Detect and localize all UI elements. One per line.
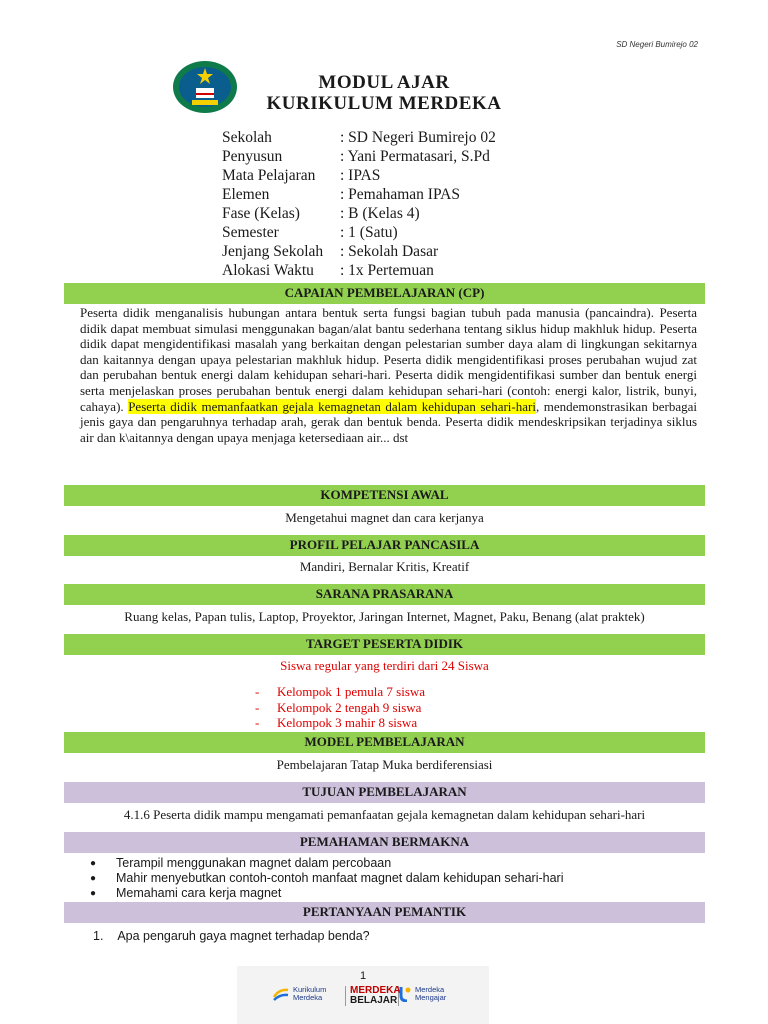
merdeka-mengajar-icon	[399, 986, 411, 1002]
cp-paragraph	[80, 305, 697, 445]
info-table	[222, 128, 496, 280]
module-subtitle: KURIKULUM MERDEKA	[266, 93, 502, 114]
list-item	[255, 700, 425, 716]
group-label: Kelompok 3 mahir 8 siswa	[277, 715, 418, 730]
kompetensi-text: Mengetahui magnet dan cara kerjanya	[285, 510, 484, 525]
logo-text: Mengajar	[415, 993, 447, 1002]
model-heading: MODEL PEMBELAJARAN	[64, 732, 705, 753]
info-row	[222, 242, 496, 261]
pemahaman-list	[90, 856, 564, 901]
dash-marker: -	[255, 699, 260, 715]
list-item	[90, 886, 564, 901]
info-value: : 1x Pertemuan	[340, 262, 434, 279]
info-value: : 1 (Satu)	[340, 224, 398, 241]
dash-marker: -	[255, 715, 260, 730]
list-item	[255, 684, 425, 700]
sarana-heading: SARANA PRASARANA	[64, 584, 705, 605]
info-value: : SD Negeri Bumirejo 02	[340, 129, 496, 146]
group-label: Kelompok 2 tengah 9 siswa	[277, 699, 422, 715]
list-item-text: Memahami cara kerja magnet	[116, 886, 282, 900]
info-row	[222, 147, 496, 166]
logo-text: Merdeka	[415, 985, 445, 994]
module-title: MODUL AJAR	[318, 72, 450, 93]
merdeka-mengajar-logo	[399, 986, 446, 1002]
pemantik-list	[93, 929, 370, 943]
page-number: 1	[359, 970, 367, 982]
list-item	[255, 715, 425, 731]
info-key: Penyusun	[222, 148, 283, 165]
info-key: Alokasi Waktu	[222, 262, 314, 279]
info-row	[222, 185, 496, 204]
profil-heading: PROFIL PELAJAR PANCASILA	[64, 535, 705, 556]
kurikulum-merdeka-logo	[273, 986, 326, 1002]
info-value: : Sekolah Dasar	[340, 243, 439, 260]
group-label: Kelompok 1 pemula 7 siswa	[277, 684, 426, 699]
list-item	[90, 871, 564, 886]
profil-text: Mandiri, Bernalar Kritis, Kreatif	[299, 559, 470, 574]
target-text: Siswa regular yang terdiri dari 24 Siswa	[280, 658, 489, 673]
tujuan-text: 4.1.6 Peserta didik mampu mengamati pemanfaatan gejala kemagnetan dalam kehidupan sehari-hari	[123, 807, 646, 822]
cp-text-after: , mendemonstrasikan berbagai jenis gaya dan pengaruhnya terhadap arah, gerak dan bentuk benda. Peserta didik mendeskripsikan terjadinya siklus air dan k\aitannya dengan upaya menjaga ketersediaan air... dst	[80, 398, 697, 445]
tujuan-heading: TUJUAN PEMBELAJARAN	[64, 782, 705, 803]
kompetensi-heading: KOMPETENSI AWAL	[64, 485, 705, 506]
info-row	[222, 261, 496, 280]
info-row	[222, 223, 496, 242]
cp-text-before: Peserta didik menganalisis hubungan antara bentuk serta fungsi bagian tubuh pada manusia (pancaindra). Peserta didik dapat membuat simulasi menggunakan bagan/alat bantu sederhana tentang siklus hidup makhluk hidup. Peserta didik dapat mengidentifikasi masalah yang berkaitan dengan pelestarian sumber daya alam di lingkungan sekitarnya dan kaitannya dengan upaya pelestarian makhluk hidup. Peserta didik mengidentifikasi proses perubahan wujud zat dan perubahan bentuk energi dalam kehidupan sehari-hari. Peserta didik mengidentifikasi sumber dan bentuk energi serta menjelaskan proses perubahan bentuk energi dalam kehidupan sehari-hari (contoh: energi kalor, listrik, bunyi, cahaya).	[80, 305, 697, 414]
page-footer	[237, 966, 489, 1024]
pemahaman-heading: PEMAHAMAN BERMAKNA	[64, 832, 705, 853]
dash-marker: -	[255, 684, 260, 699]
info-key: Fase (Kelas)	[222, 205, 300, 222]
info-value: : Yani Permatasari, S.Pd	[340, 148, 490, 165]
kurikulum-merdeka-icon	[273, 987, 289, 1001]
info-row	[222, 204, 496, 223]
target-heading: TARGET PESERTA DIDIK	[64, 634, 705, 655]
logo-text: MERDEKA	[350, 985, 401, 996]
list-item-text: Apa pengaruh gaya magnet terhadap benda?	[117, 929, 370, 943]
info-value: : B (Kelas 4)	[340, 205, 420, 222]
info-value: : Pemahaman IPAS	[340, 186, 460, 203]
cp-heading: CAPAIAN PEMBELAJARAN (CP)	[64, 283, 705, 304]
info-row	[222, 166, 496, 185]
logo-text: Merdeka	[293, 993, 323, 1002]
school-header-tag: SD Negeri Bumirejo 02	[616, 40, 698, 49]
pemantik-heading: PERTANYAAN PEMANTIK	[64, 902, 705, 923]
list-number: 1.	[93, 929, 104, 943]
info-key: Sekolah	[222, 129, 272, 146]
info-key: Semester	[222, 224, 279, 241]
target-group-list	[255, 684, 425, 731]
model-text: Pembelajaran Tatap Muka berdiferensiasi	[276, 757, 493, 772]
bullet-icon: ●	[90, 858, 97, 869]
list-item	[90, 856, 564, 871]
info-value: : IPAS	[340, 167, 381, 184]
sarana-text: Ruang kelas, Papan tulis, Laptop, Proyektor, Jaringan Internet, Magnet, Paku, Benang (alat praktek)	[124, 609, 645, 624]
bullet-icon: ●	[90, 888, 97, 899]
info-key: Jenjang Sekolah	[222, 243, 324, 260]
info-key: Elemen	[222, 186, 270, 203]
cp-highlighted-text: Peserta didik memanfaatkan gejala kemagnetan dalam kehidupan sehari-hari	[128, 398, 536, 414]
logo-text: Kurikulum	[293, 985, 327, 994]
bullet-icon: ●	[90, 873, 97, 884]
list-item-text: Terampil menggunakan magnet dalam percobaan	[116, 856, 392, 870]
info-row	[222, 128, 496, 147]
merdeka-belajar-logo	[345, 986, 399, 1006]
list-item-text: Mahir menyebutkan contoh-contoh manfaat magnet dalam kehidupan sehari-hari	[116, 871, 564, 885]
logo-text: BELAJAR	[350, 995, 398, 1006]
info-key: Mata Pelajaran	[222, 167, 316, 184]
